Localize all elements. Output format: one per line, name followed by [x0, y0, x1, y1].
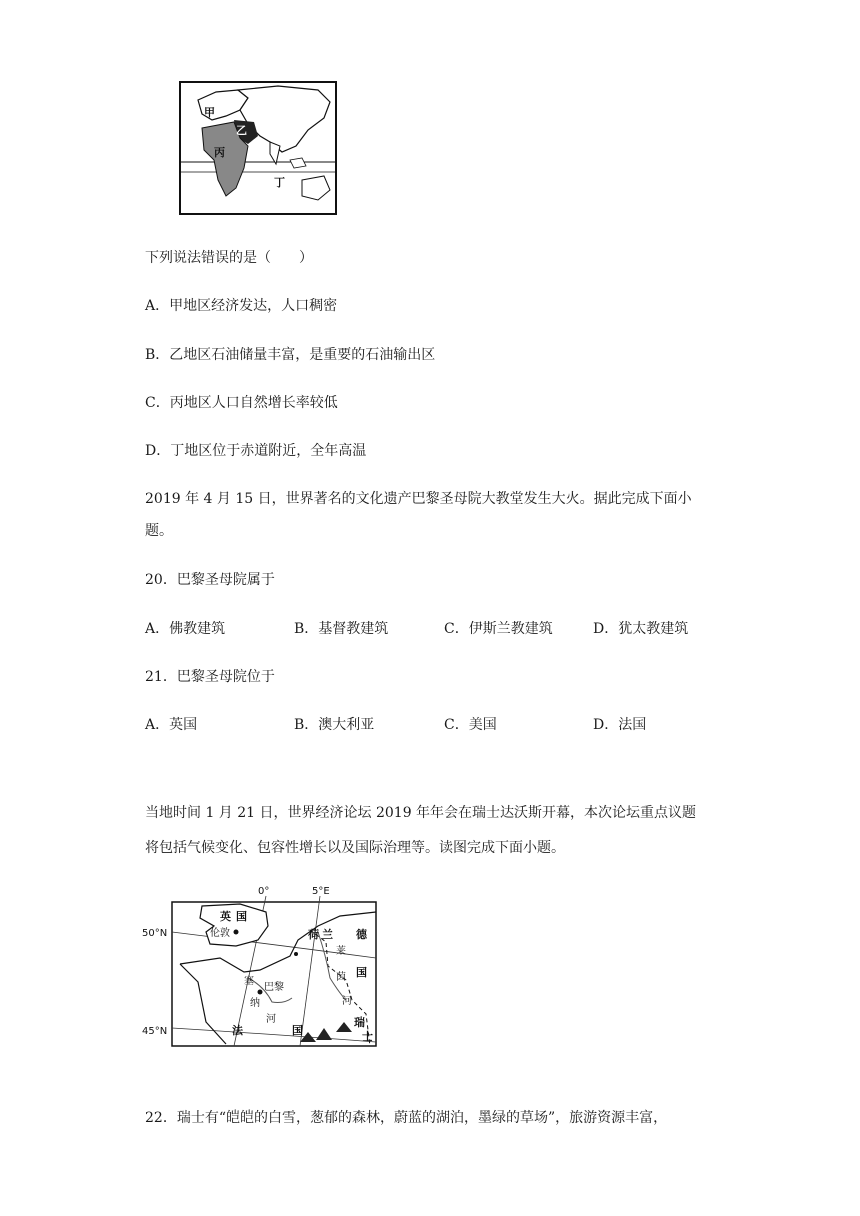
q21-stem: 21．巴黎圣母院位于 [145, 669, 275, 685]
germany-label-1: 德 [356, 928, 367, 941]
seine-label-2: 纳 [250, 998, 260, 1009]
q20-stem: 20．巴黎圣母院属于 [145, 572, 275, 588]
q21-option-d: D．法国 [593, 717, 647, 733]
q21-option-c: C．美国 [444, 717, 497, 733]
q19-option-a: A．甲地区经济发达，人口稠密 [145, 298, 338, 314]
netherlands-label-2: 兰 [322, 928, 333, 941]
western-europe-map [140, 882, 380, 1050]
davos-intro-line1: 当地时间 1 月 21 日，世界经济论坛 2019 年年会在瑞士达沃斯开幕，本次论坛重点议题 [145, 805, 697, 821]
q20-option-a: A．佛教建筑 [145, 621, 226, 637]
label-jia: 甲 [204, 106, 215, 119]
q21-option-a: A．英国 [145, 717, 198, 733]
notre-dame-intro-line2: 题。 [145, 523, 173, 539]
france-label-2: 国 [292, 1024, 303, 1037]
paris-label: 巴黎 [264, 982, 284, 993]
label-ding: 丁 [274, 176, 285, 189]
davos-intro-line2: 将包括气候变化、包容性增长以及国际治理等。读图完成下面小题。 [145, 840, 565, 856]
label-yi: 乙 [236, 124, 247, 137]
lon-5e-label: 5°E [312, 886, 330, 897]
london-label: 伦敦 [210, 928, 230, 939]
lat-45n-label: 45°N [142, 1026, 168, 1037]
france-label-1: 法 [232, 1024, 243, 1037]
lon-0-label: 0° [258, 886, 270, 897]
switzerland-label-1: 瑞 [354, 1016, 365, 1029]
notre-dame-intro-line1: 2019 年 4 月 15 日，世界著名的文化遗产巴黎圣母院大教堂发生大火。据此完成下面小 [145, 491, 692, 507]
q19-option-b: B．乙地区石油储量丰富，是重要的石油输出区 [145, 347, 436, 363]
q19-stem: 下列说法错误的是（ ） [145, 250, 313, 266]
q20-option-d: D．犹太教建筑 [593, 621, 689, 637]
germany-label-2: 国 [356, 966, 367, 979]
uk-label-1: 英 [220, 910, 231, 923]
uk-label-2: 国 [236, 910, 247, 923]
netherlands-label-1: 荷 [308, 928, 319, 941]
q21-option-b: B．澳大利亚 [294, 717, 375, 733]
q20-option-c: C．伊斯兰教建筑 [444, 621, 553, 637]
q22-stem: 22．瑞士有“皑皑的白雪，葱郁的森林，蔚蓝的湖泊，墨绿的草场”，旅游资源丰富， [145, 1110, 668, 1126]
rhine-label-3: 河 [342, 996, 352, 1007]
seine-label-3: 河 [266, 1014, 276, 1025]
q19-option-c: C．丙地区人口自然增长率较低 [145, 395, 338, 411]
lat-50n-label: 50°N [142, 928, 168, 939]
q19-option-d: D．丁地区位于赤道附近，全年高温 [145, 443, 367, 459]
rhine-label-2: 茵 [336, 972, 346, 983]
rhine-label-1: 莱 [336, 946, 346, 957]
switzerland-label-2: 士 [362, 1030, 373, 1043]
seine-label-1: 塞 [244, 976, 254, 987]
q20-option-b: B．基督教建筑 [294, 621, 389, 637]
world-region-map [178, 80, 338, 216]
label-bing: 丙 [214, 146, 225, 159]
